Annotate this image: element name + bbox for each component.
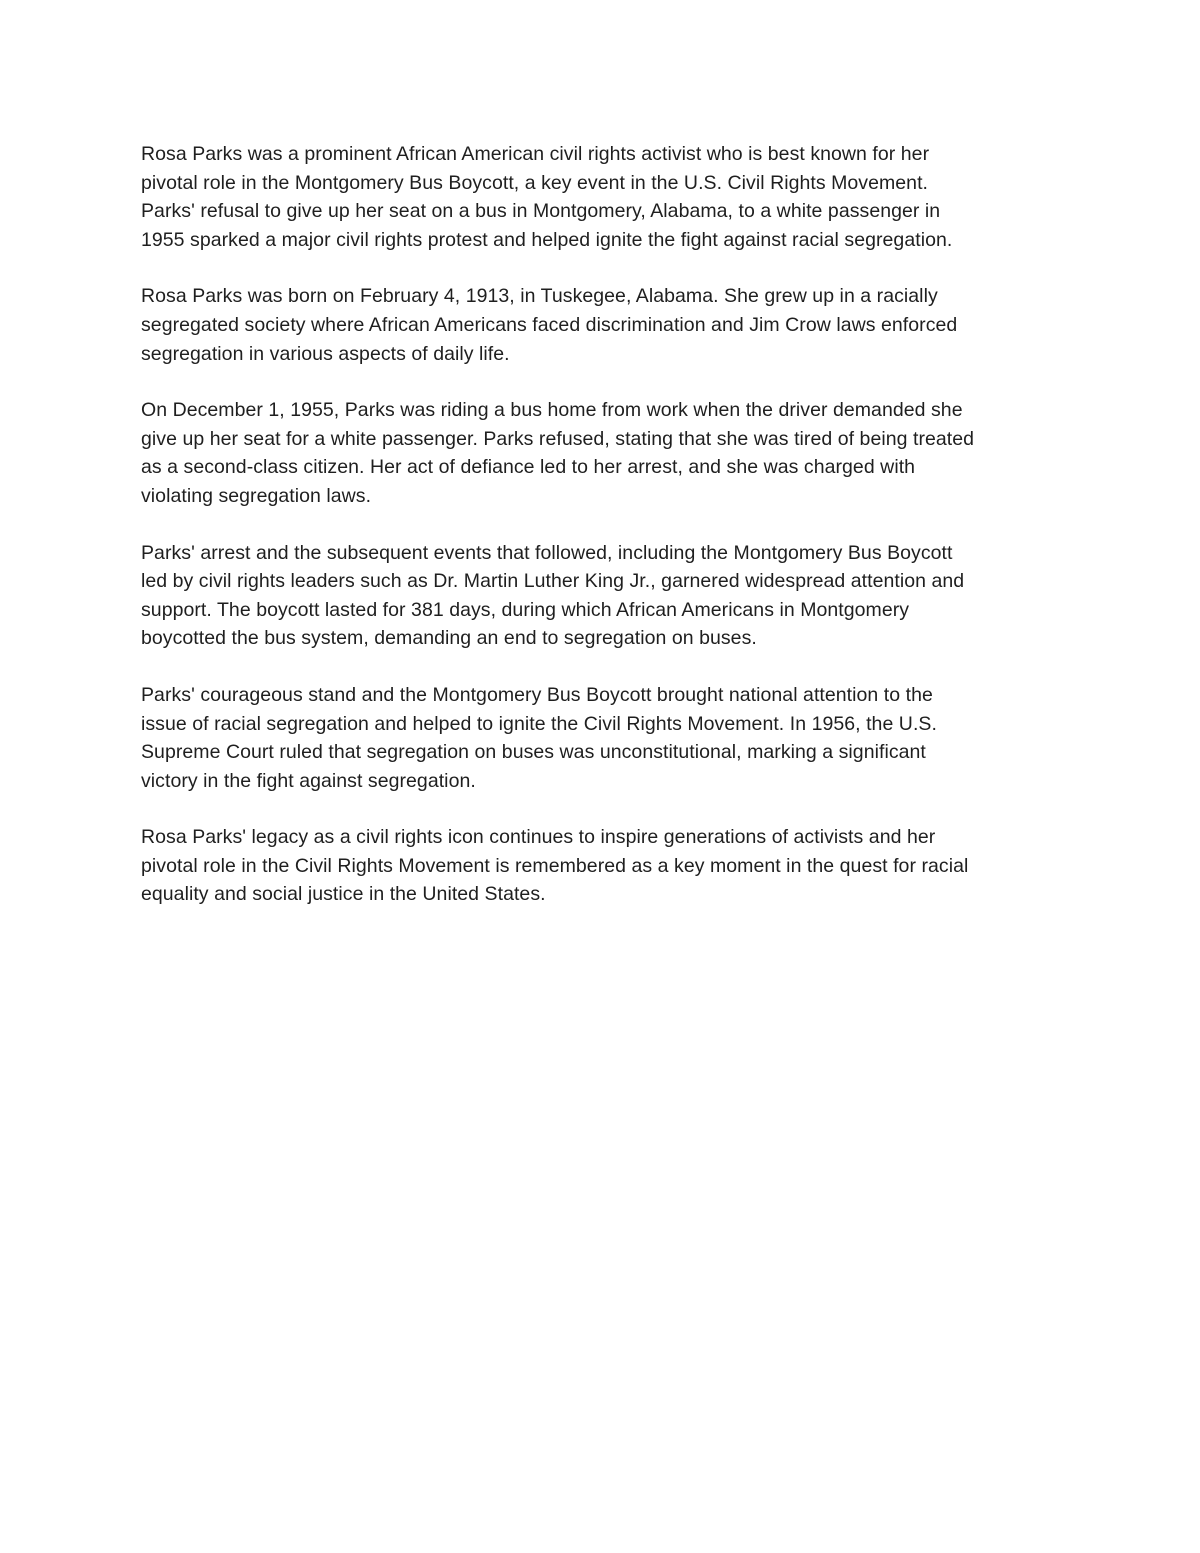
paragraph-line: Supreme Court ruled that segregation on buses was unconstitutional, marking a significant xyxy=(141,741,926,764)
paragraph-line: Parks' arrest and the subsequent events that followed, including the Montgomery Bus Boycott xyxy=(141,541,953,564)
paragraph-2 xyxy=(141,282,1071,368)
paragraph-4 xyxy=(141,539,1071,653)
paragraph-line: segregation in various aspects of daily life. xyxy=(141,342,510,365)
paragraph-line: equality and social justice in the United States. xyxy=(141,883,546,906)
paragraph-line: Parks' refusal to give up her seat on a bus in Montgomery, Alabama, to a white passenger in xyxy=(141,200,941,223)
paragraph-line: Rosa Parks' legacy as a civil rights icon continues to inspire generations of activists and her xyxy=(141,826,936,849)
paragraph-line: support. The boycott lasted for 381 days, during which African Americans in Montgomery xyxy=(141,598,910,621)
paragraph-line: violating segregation laws. xyxy=(141,484,372,507)
paragraph-line: Parks' courageous stand and the Montgomery Bus Boycott brought national attention to the xyxy=(141,683,933,706)
paragraph-1 xyxy=(141,140,1071,254)
paragraph-line: On December 1, 1955, Parks was riding a bus home from work when the driver demanded she xyxy=(141,399,963,422)
paragraph-line: led by civil rights leaders such as Dr. Martin Luther King Jr., garnered widespread attention and xyxy=(141,570,965,593)
paragraph-line: boycotted the bus system, demanding an end to segregation on buses. xyxy=(141,627,757,650)
document-body xyxy=(141,140,1071,937)
paragraph-3 xyxy=(141,396,1071,510)
paragraph-line: give up her seat for a white passenger. Parks refused, stating that she was tired of being treated xyxy=(141,427,975,450)
paragraph-line: segregated society where African Americans faced discrimination and Jim Crow laws enforced xyxy=(141,313,958,336)
paragraph-5 xyxy=(141,681,1071,795)
paragraph-line: Rosa Parks was a prominent African American civil rights activist who is best known for her xyxy=(141,143,930,165)
paragraph-line: as a second-class citizen. Her act of defiance led to her arrest, and she was charged with xyxy=(141,456,916,479)
paragraph-line: Rosa Parks was born on February 4, 1913, in Tuskegee, Alabama. She grew up in a racially xyxy=(141,285,938,308)
paragraph-line: victory in the fight against segregation. xyxy=(141,769,476,792)
paragraph-line: issue of racial segregation and helped to ignite the Civil Rights Movement. In 1956, the U.S. xyxy=(141,712,937,735)
paragraph-line: 1955 sparked a major civil rights protest and helped ignite the fight against racial segregation. xyxy=(141,228,953,251)
paragraph-line: pivotal role in the Montgomery Bus Boycott, a key event in the U.S. Civil Rights Movement. xyxy=(141,171,929,194)
paragraph-line: pivotal role in the Civil Rights Movement is remembered as a key moment in the quest for racial xyxy=(141,854,969,877)
paragraph-6 xyxy=(141,823,1071,909)
